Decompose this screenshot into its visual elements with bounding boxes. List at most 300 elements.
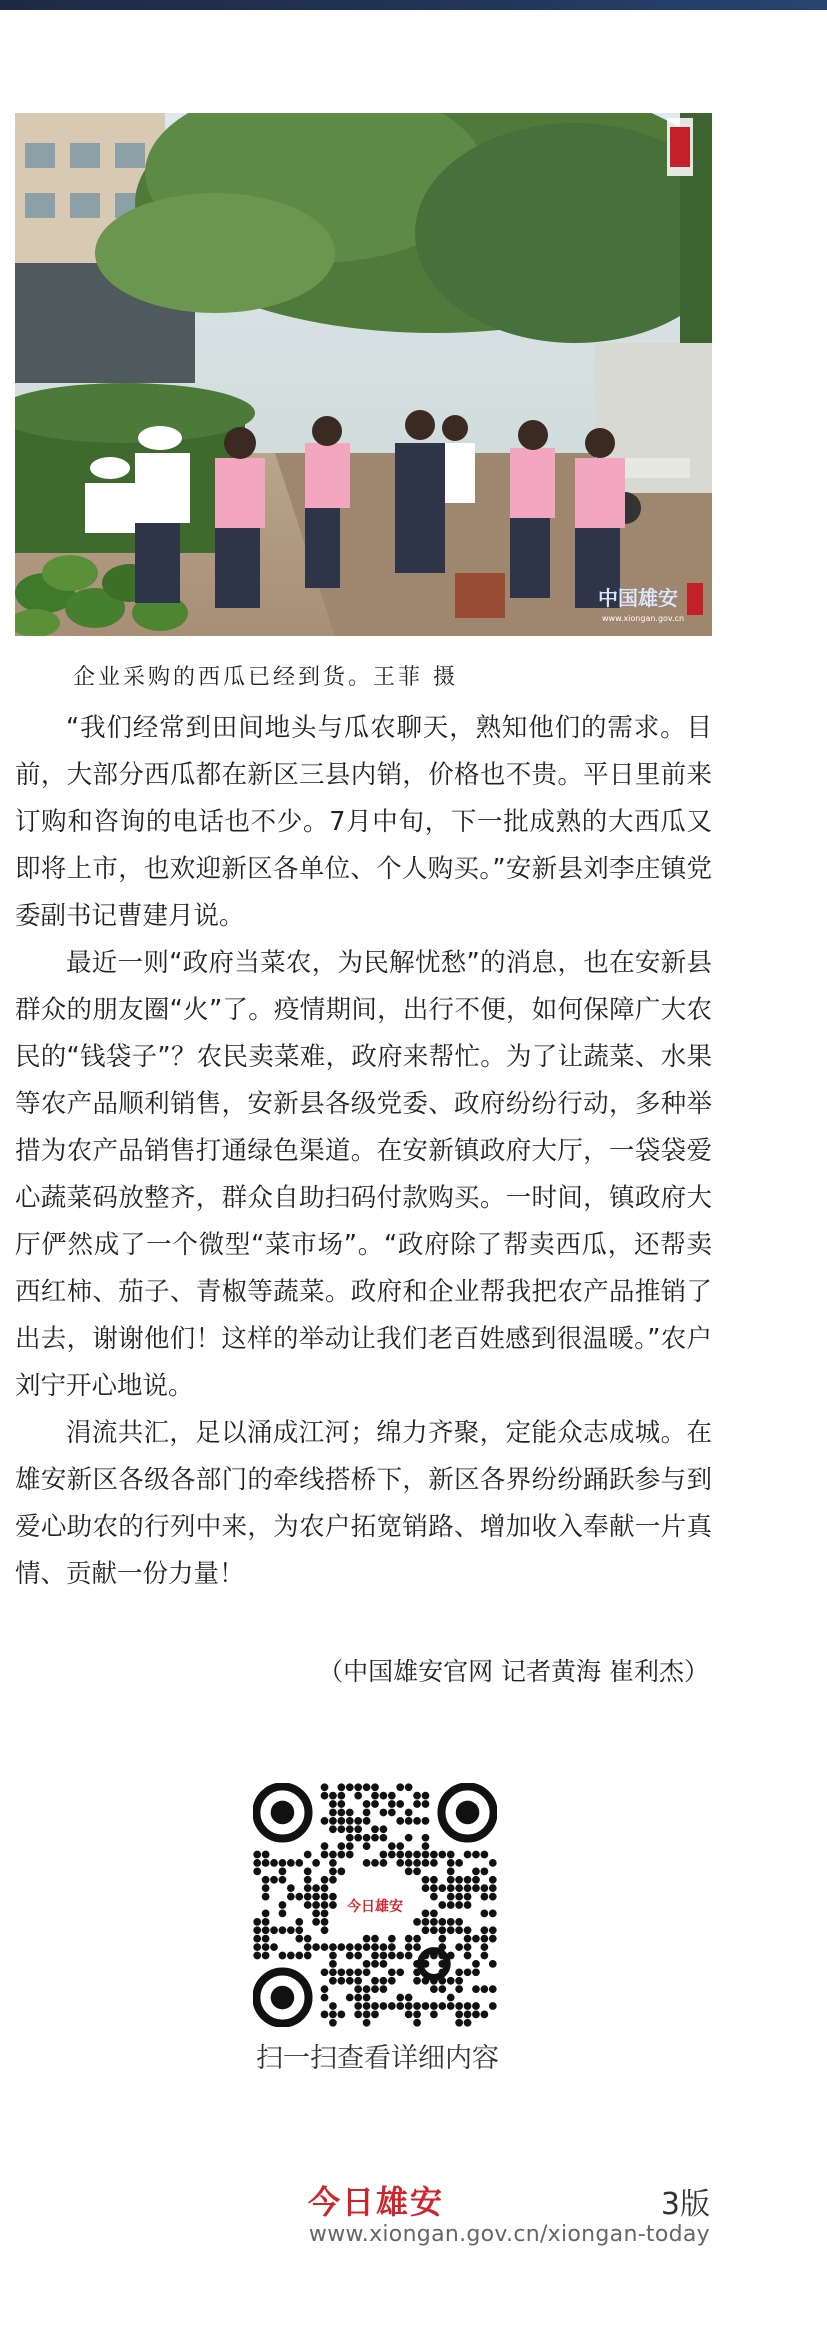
qr-module: [447, 1901, 455, 1909]
qr-module: [447, 1893, 455, 1901]
qr-module: [455, 2019, 463, 2027]
qr-code[interactable]: [253, 1783, 497, 2027]
qr-module: [388, 1792, 396, 1800]
qr-module: [481, 1910, 489, 1918]
qr-module: [371, 1985, 379, 1993]
qr-module: [329, 1968, 337, 1976]
qr-module: [438, 1985, 446, 1993]
qr-module: [270, 1926, 278, 1934]
page-number: 3版: [660, 2187, 710, 2222]
qr-module: [354, 1792, 362, 1800]
qr-module: [413, 1800, 421, 1808]
qr-module: [262, 1935, 270, 1943]
qr-module: [363, 1968, 371, 1976]
qr-module: [455, 2011, 463, 2019]
qr-module: [405, 1952, 413, 1960]
qr-module: [405, 1943, 413, 1951]
qr-module: [438, 1935, 446, 1943]
qr-module: [363, 1960, 371, 1968]
qr-module: [371, 1960, 379, 1968]
qr-module: [422, 1792, 430, 1800]
qr-module: [447, 1859, 455, 1867]
qr-module: [455, 1859, 463, 1867]
qr-module: [337, 1792, 345, 1800]
qr-module: [405, 1809, 413, 1817]
qr-module: [295, 1859, 303, 1867]
qr-module: [481, 2011, 489, 2019]
qr-module: [430, 1918, 438, 1926]
photo-watermark-text: 中国雄安: [598, 586, 678, 610]
qr-module: [329, 1851, 337, 1859]
qr-module: [481, 1926, 489, 1934]
qr-module: [279, 1876, 287, 1884]
top-bar: [0, 0, 827, 10]
qr-module: [430, 2011, 438, 2019]
qr-module: [354, 1825, 362, 1833]
qr-module: [447, 1994, 455, 2002]
qr-module: [321, 1994, 329, 2002]
qr-module: [253, 1943, 261, 1951]
qr-module: [388, 1968, 396, 1976]
qr-module: [287, 1884, 295, 1892]
qr-module: [430, 1859, 438, 1867]
qr-module: [396, 2002, 404, 2010]
qr-module: [371, 1952, 379, 1960]
article-paragraph: 最近一则“政府当菜农，为民解忧愁”的消息，也在安新县群众的朋友圈“火”了。疫情期间，出行不便，如何保障广大农民的“钱袋子”？农民卖菜难，政府来帮忙。为了让蔬菜、水果等农产品顺利销售，安新县各级党委、政府纷纷行动，多种举措为农产品销售打通绿色渠道。在安新镇政府大厅，一袋袋爱心蔬菜码放整齐，群众自助扫码付款购买。一时间，镇政府大厅俨然成了一个微型“菜市场”。“政府除了帮卖西瓜，还帮卖西红柿、茄子、青椒等蔬菜。政府和企业帮我把农产品推销了出去，谢谢他们！这样的举动让我们老百姓感到很温暖。”农户刘宁开心地说。: [15, 948, 712, 1401]
qr-module: [363, 1842, 371, 1850]
qr-module: [396, 1968, 404, 1976]
qr-module: [481, 1985, 489, 1993]
qr-module: [312, 1901, 320, 1909]
qr-module: [489, 1876, 497, 1884]
qr-module: [321, 1968, 329, 1976]
qr-module: [346, 1952, 354, 1960]
qr-module: [489, 1893, 497, 1901]
qr-module: [321, 1985, 329, 1993]
qr-module: [354, 2002, 362, 2010]
qr-module: [321, 1918, 329, 1926]
qr-module: [481, 1952, 489, 1960]
qr-module: [489, 1859, 497, 1867]
qr-module: [329, 1960, 337, 1968]
qr-module: [287, 1893, 295, 1901]
qr-module: [371, 1977, 379, 1985]
qr-module: [413, 1943, 421, 1951]
qr-module: [455, 1977, 463, 1985]
qr-module: [346, 1968, 354, 1976]
qr-module: [481, 1867, 489, 1875]
qr-module: [304, 1851, 312, 1859]
qr-module: [388, 1842, 396, 1850]
qr-module: [371, 1834, 379, 1842]
qr-module: [489, 2002, 497, 2010]
qr-module: [396, 1842, 404, 1850]
qr-module: [329, 2002, 337, 2010]
qr-module: [295, 1935, 303, 1943]
qr-module: [380, 1859, 388, 1867]
qr-module: [464, 2002, 472, 2010]
qr-module: [329, 1809, 337, 1817]
qr-module: [363, 1783, 371, 1791]
qr-module: [321, 1926, 329, 1934]
qr-module: [253, 1859, 261, 1867]
qr-module: [304, 1952, 312, 1960]
qr-module: [388, 1943, 396, 1951]
qr-module: [472, 1867, 480, 1875]
qr-module: [405, 1935, 413, 1943]
qr-module: [371, 1943, 379, 1951]
qr-module: [422, 2002, 430, 2010]
qr-module: [270, 1943, 278, 1951]
qr-module: [430, 1851, 438, 1859]
qr-module: [321, 1943, 329, 1951]
qr-module: [262, 1884, 270, 1892]
qr-module: [321, 1783, 329, 1791]
qr-module: [438, 1926, 446, 1934]
qr-module: [455, 1985, 463, 1993]
qr-module: [455, 1876, 463, 1884]
qr-module: [262, 1859, 270, 1867]
qr-module: [481, 1893, 489, 1901]
qr-module: [380, 1985, 388, 1993]
qr-module: [295, 1926, 303, 1934]
qr-module: [413, 2019, 421, 2027]
news-photo: [15, 113, 712, 636]
qr-module: [413, 1859, 421, 1867]
qr-module: [253, 1867, 261, 1875]
qr-module: [253, 1918, 261, 1926]
qr-module: [270, 1859, 278, 1867]
qr-module: [270, 1876, 278, 1884]
qr-module: [295, 1918, 303, 1926]
qr-module: [321, 1792, 329, 1800]
qr-module: [422, 1834, 430, 1842]
qr-module: [447, 1867, 455, 1875]
qr-module: [253, 1952, 261, 1960]
qr-module: [464, 1851, 472, 1859]
qr-module: [337, 1851, 345, 1859]
qr-module: [422, 1926, 430, 1934]
qr-module: [371, 2002, 379, 2010]
qr-module: [422, 1851, 430, 1859]
qr-module: [346, 1994, 354, 2002]
qr-module: [363, 1800, 371, 1808]
qr-module: [455, 2002, 463, 2010]
qr-module: [321, 1876, 329, 1884]
qr-module: [346, 1809, 354, 1817]
qr-caption: 扫一扫查看详细内容: [256, 2043, 499, 2074]
qr-module: [405, 1859, 413, 1867]
qr-module: [304, 1876, 312, 1884]
qr-module: [413, 1935, 421, 1943]
qr-module: [380, 1960, 388, 1968]
qr-module: [380, 2002, 388, 2010]
qr-module: [329, 2011, 337, 2019]
qr-module: [413, 2002, 421, 2010]
qr-module: [337, 1800, 345, 1808]
qr-module: [346, 1842, 354, 1850]
qr-module: [388, 1851, 396, 1859]
qr-module: [262, 1876, 270, 1884]
qr-module: [422, 1918, 430, 1926]
qr-module: [312, 1884, 320, 1892]
qr-module: [371, 1783, 379, 1791]
qr-module: [304, 1943, 312, 1951]
qr-module: [253, 1851, 261, 1859]
qr-module: [363, 1985, 371, 1993]
qr-module: [422, 1800, 430, 1808]
qr-module: [329, 1952, 337, 1960]
qr-module: [430, 1893, 438, 1901]
qr-module: [337, 1943, 345, 1951]
qr-module: [472, 2011, 480, 2019]
qr-module: [413, 1918, 421, 1926]
qr-module: [380, 1977, 388, 1985]
qr-module: [337, 1809, 345, 1817]
qr-module: [329, 1817, 337, 1825]
qr-module: [337, 1825, 345, 1833]
qr-module: [337, 1783, 345, 1791]
qr-module: [422, 1859, 430, 1867]
qr-module: [380, 1834, 388, 1842]
qr-module: [413, 1977, 421, 1985]
qr-module: [422, 1884, 430, 1892]
qr-module: [329, 1943, 337, 1951]
qr-module: [354, 1783, 362, 1791]
qr-module: [287, 1859, 295, 1867]
qr-module: [354, 1817, 362, 1825]
qr-module: [405, 1817, 413, 1825]
qr-module: [321, 1910, 329, 1918]
qr-module: [371, 1800, 379, 1808]
qr-module: [363, 1834, 371, 1842]
qr-module: [464, 1926, 472, 1934]
qr-module: [405, 1867, 413, 1875]
qr-module: [329, 1901, 337, 1909]
qr-module: [481, 1943, 489, 1951]
qr-module: [329, 1977, 337, 1985]
qr-module: [380, 1809, 388, 1817]
qr-module: [489, 1926, 497, 1934]
qr-module: [388, 1800, 396, 1808]
qr-module: [363, 2019, 371, 2027]
qr-module: [413, 2011, 421, 2019]
qr-module: [380, 1943, 388, 1951]
qr-module: [447, 1918, 455, 1926]
qr-module: [396, 1952, 404, 1960]
qr-module: [279, 1901, 287, 1909]
qr-module: [405, 1783, 413, 1791]
qr-module: [430, 1876, 438, 1884]
qr-module: [455, 1893, 463, 1901]
qr-module: [262, 1952, 270, 1960]
qr-module: [472, 1985, 480, 1993]
qr-module: [363, 2011, 371, 2019]
article-body: [15, 705, 712, 1598]
qr-module: [363, 1859, 371, 1867]
qr-module: [321, 1884, 329, 1892]
qr-module: [253, 1926, 261, 1934]
qr-module: [354, 1985, 362, 1993]
qr-module: [405, 1834, 413, 1842]
qr-module: [447, 1977, 455, 1985]
qr-module: [447, 1851, 455, 1859]
qr-module: [430, 2002, 438, 2010]
qr-module: [396, 1994, 404, 2002]
qr-module: [279, 1859, 287, 1867]
qr-module: [304, 1867, 312, 1875]
qr-module: [346, 1977, 354, 1985]
qr-module: [363, 1817, 371, 1825]
qr-module: [346, 1834, 354, 1842]
qr-module: [279, 1952, 287, 1960]
qr-module: [346, 1825, 354, 1833]
qr-module: [430, 1926, 438, 1934]
qr-module: [472, 1935, 480, 1943]
qr-module: [346, 1783, 354, 1791]
qr-module: [262, 1851, 270, 1859]
qr-finder-top-right-core: [456, 1801, 480, 1825]
qr-module: [337, 1867, 345, 1875]
qr-module: [371, 1825, 379, 1833]
qr-module: [489, 1935, 497, 1943]
qr-module: [312, 1893, 320, 1901]
qr-module: [464, 1893, 472, 1901]
footer-url[interactable]: www.xiongan.gov.cn/xiongan-today: [308, 2222, 710, 2247]
qr-module: [405, 2011, 413, 2019]
qr-module: [371, 2011, 379, 2019]
qr-module: [464, 1884, 472, 1892]
qr-module: [472, 1960, 480, 1968]
qr-module: [422, 1876, 430, 1884]
qr-module: [481, 1884, 489, 1892]
qr-module: [321, 1842, 329, 1850]
qr-module: [363, 2002, 371, 2010]
qr-module: [472, 1851, 480, 1859]
qr-module: [329, 1825, 337, 1833]
qr-module: [354, 1952, 362, 1960]
qr-module: [371, 1859, 379, 1867]
qr-module: [354, 1834, 362, 1842]
qr-module: [422, 1842, 430, 1850]
qr-module: [396, 1851, 404, 1859]
qr-module: [464, 1952, 472, 1960]
qr-module: [438, 1851, 446, 1859]
qr-module: [329, 1800, 337, 1808]
qr-module: [262, 1910, 270, 1918]
qr-module: [388, 1952, 396, 1960]
qr-module: [430, 1884, 438, 1892]
qr-module: [354, 2011, 362, 2019]
qr-module: [396, 1800, 404, 1808]
qr-finder-top-left-core: [271, 1801, 295, 1825]
qr-module: [321, 2011, 329, 2019]
qr-module: [312, 1943, 320, 1951]
qr-center-label: 今日雄安: [347, 1899, 403, 1915]
qr-module: [354, 1943, 362, 1951]
qr-module: [413, 1851, 421, 1859]
qr-module: [388, 2002, 396, 2010]
qr-module: [304, 1893, 312, 1901]
qr-module: [405, 1851, 413, 1859]
qr-module: [329, 1792, 337, 1800]
qr-module: [422, 1817, 430, 1825]
qr-module: [321, 1901, 329, 1909]
qr-module: [371, 1792, 379, 1800]
qr-module: [447, 1876, 455, 1884]
qr-module: [337, 1842, 345, 1850]
qr-module: [304, 1935, 312, 1943]
qr-module: [329, 1867, 337, 1875]
article-paragraph: 涓流共汇，足以涌成江河；绵力齐聚，定能众志成城。在雄安新区各级各部门的牵线搭桥下，新区各界纷纷踊跃参与到爱心助农的行列中来，为农户拓宽销路、增加收入奉献一片真情、贡献一份力量！: [15, 1418, 712, 1589]
qr-module: [371, 1935, 379, 1943]
qr-module: [329, 1893, 337, 1901]
qr-module: [354, 1994, 362, 2002]
qr-module: [489, 1910, 497, 1918]
qr-module: [295, 1893, 303, 1901]
qr-module: [287, 1926, 295, 1934]
qr-module: [363, 1935, 371, 1943]
qr-module: [321, 1817, 329, 1825]
qr-module: [464, 2011, 472, 2019]
qr-module: [262, 1926, 270, 1934]
qr-module: [380, 1825, 388, 1833]
qr-finder-bottom-left-core: [271, 1986, 295, 2010]
photo-seal: [687, 583, 703, 615]
article-credit: （中国雄安官网 记者黄海 崔利杰）: [318, 1657, 709, 1686]
qr-module: [363, 1943, 371, 1951]
qr-module: [472, 2002, 480, 2010]
qr-module: [489, 1985, 497, 1993]
qr-module: [329, 2019, 337, 2027]
qr-module: [337, 1817, 345, 1825]
qr-module: [380, 1851, 388, 1859]
qr-module: [304, 1901, 312, 1909]
qr-module: [472, 1876, 480, 1884]
qr-module: [455, 1901, 463, 1909]
qr-module: [413, 1867, 421, 1875]
qr-module: [279, 1867, 287, 1875]
qr-module: [447, 1926, 455, 1934]
qr-module: [447, 1884, 455, 1892]
qr-module: [396, 1783, 404, 1791]
qr-module: [380, 1792, 388, 1800]
qr-module: [438, 1884, 446, 1892]
qr-module: [455, 1918, 463, 1926]
qr-module: [396, 1859, 404, 1867]
qr-module: [262, 1918, 270, 1926]
qr-module: [346, 1817, 354, 1825]
qr-module: [321, 1851, 329, 1859]
qr-module: [413, 1792, 421, 1800]
qr-module: [262, 1893, 270, 1901]
qr-module: [346, 1851, 354, 1859]
qr-module: [354, 1968, 362, 1976]
qr-module: [405, 1994, 413, 2002]
qr-module: [464, 1935, 472, 1943]
qr-module: [464, 1901, 472, 1909]
qr-module: [279, 1926, 287, 1934]
qr-module: [438, 1901, 446, 1909]
qr-module: [455, 1943, 463, 1951]
qr-module: [388, 1809, 396, 1817]
qr-module: [388, 1977, 396, 1985]
qr-module: [253, 1935, 261, 1943]
qr-module: [346, 1943, 354, 1951]
qr-module: [287, 1952, 295, 1960]
qr-module: [472, 1884, 480, 1892]
qr-module: [438, 1918, 446, 1926]
